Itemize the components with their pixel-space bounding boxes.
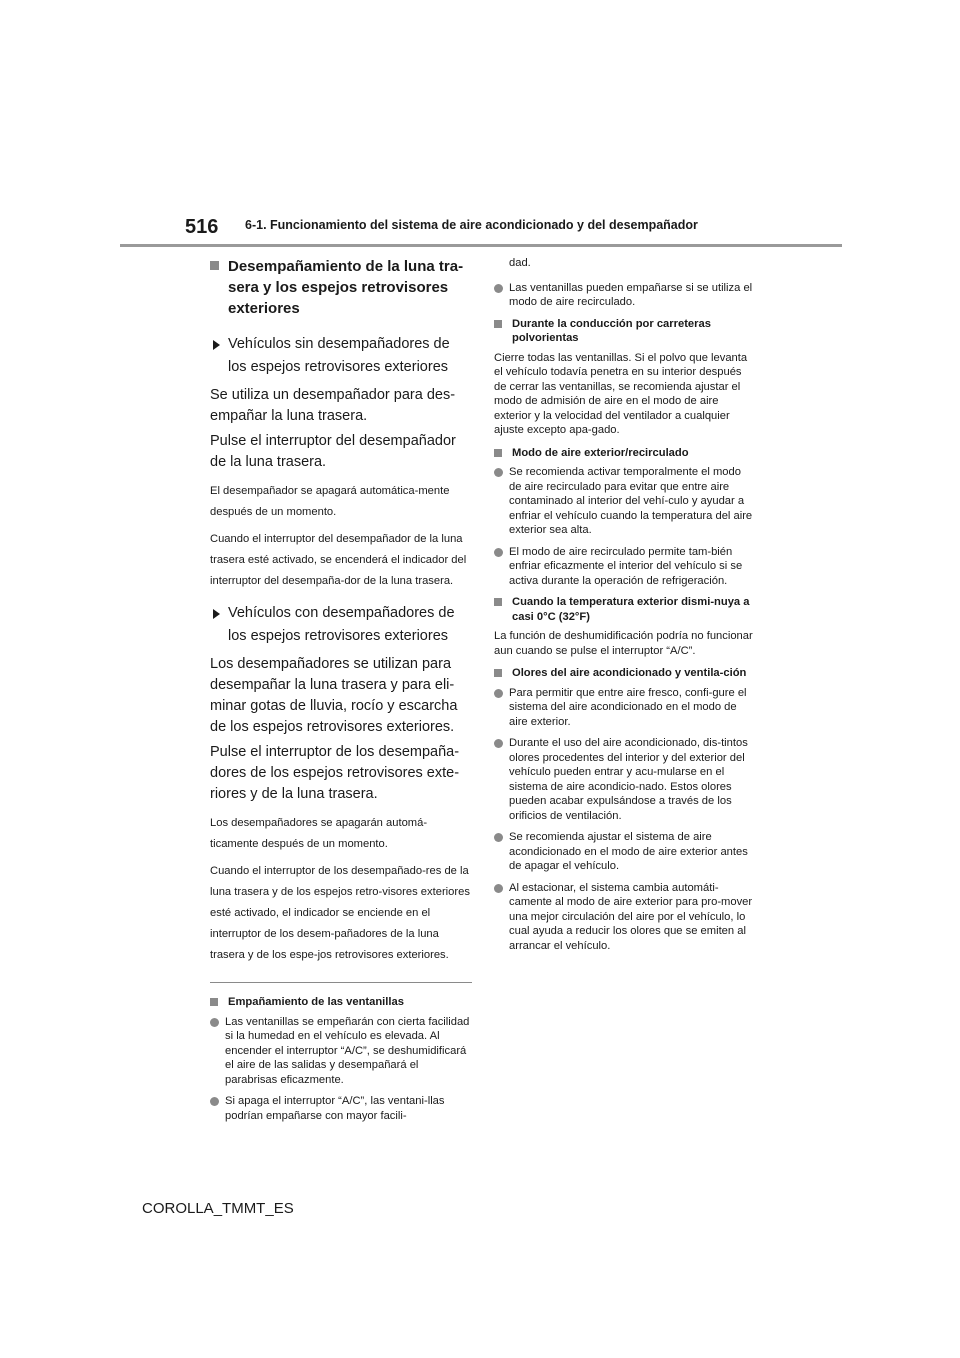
list-item: El modo de aire recirculado permite tam-bién enfriar eficazmente el interior del vehículo si se activa durante la operación de refrigeración. — [494, 545, 756, 589]
paragraph: Cierre todas las ventanillas. Si el polvo que levanta el vehículo todavía penetra en su interior después de cerrar las ventanillas, se recomienda ajustar el modo de admisión de aire en el modo de aire exterior y la velocidad del ventilador a cualquier ajuste excepto apa-gado. — [494, 351, 748, 436]
subsection-heading: Vehículos con desempañadores de los espejos retrovisores exteriores — [210, 602, 472, 648]
note: Los desempañadores se apagarán automá-ticamente después de un momento. — [210, 817, 428, 850]
paragraph: Los desempañadores se utilizan para desempañar la luna trasera y para eli-minar gotas de lluvia, rocío y escarcha de los espejos retrovisores exteriores. — [210, 656, 458, 735]
list-item: Durante el uso del aire acondicionado, dis-tintos olores procedentes del interior y del exterior del vehículo pueden entrar y acu-mularse en el sistema de aire acondicio-nado. Estos olores pueden acabar expulsándose a través de los orificios de ventilación. — [494, 736, 756, 823]
note: Cuando el interruptor del desempañador de la luna trasera esté activado, se encenderá el indicador del interruptor del desempaña-dor de la luna trasera. — [210, 533, 467, 587]
circle-bullet-icon — [494, 689, 503, 698]
continued-text: dad. — [509, 257, 531, 269]
square-bullet-icon — [494, 669, 502, 677]
paragraph: Pulse el interruptor de los desempaña-dores de los espejos retrovisores exte-riores y de la luna trasera. — [210, 744, 460, 802]
section-heading: Desempañamiento de la luna tra-sera y los espejos retrovisores exteriores — [210, 256, 472, 319]
square-bullet-icon — [210, 261, 219, 270]
page-number: 516 — [185, 216, 219, 238]
circle-bullet-icon — [210, 1097, 219, 1106]
note: Cuando el interruptor de los desempañado-res de la luna trasera y de los espejos retro-visores exteriores esté activado, el indicador se enciende en el interruptor de los desem-pañadores de la luna trasera y de los espe-jos retrovisores exteriores. — [210, 865, 470, 961]
right-column — [494, 256, 756, 960]
circle-bullet-icon — [494, 468, 503, 477]
paragraph: La función de deshumidificación podría no funcionar aun cuando se pulse el interruptor “A/C”. — [494, 630, 753, 657]
paragraph: Se utiliza un desempañador para des-empañar la luna trasera. — [210, 387, 456, 424]
info-heading: Modo de aire exterior/recirculado — [494, 446, 756, 461]
circle-bullet-icon — [494, 284, 503, 293]
list-item: Las ventanillas se empeñarán con cierta facilidad si la humedad en el vehículo es elevada. Al encender el interruptor “A/C”, se deshumidificará el aire de las salidas y desempañará el parabrisas eficazmente. — [210, 1015, 472, 1088]
list-item: Para permitir que entre aire fresco, confi-gure el sistema del aire acondicionado en el modo de aire exterior. — [494, 686, 756, 730]
circle-bullet-icon — [494, 739, 503, 748]
footer-label: COROLLA_TMMT_ES — [142, 1200, 294, 1217]
triangle-arrow-icon — [213, 609, 220, 619]
info-heading: Olores del aire acondicionado y ventila-ción — [494, 666, 756, 681]
circle-bullet-icon — [494, 833, 503, 842]
square-bullet-icon — [210, 998, 218, 1006]
info-heading: Durante la conducción por carreteras polvorientas — [494, 317, 756, 346]
info-heading: Cuando la temperatura exterior dismi-nuya a casi 0°C (32°F) — [494, 595, 756, 624]
info-heading: Empañamiento de las ventanillas — [210, 995, 472, 1010]
note: El desempañador se apagará automática-mente después de un momento. — [210, 485, 450, 518]
chapter-title: 6-1. Funcionamiento del sistema de aire acondicionado y del desempañador — [245, 218, 698, 232]
header-rule — [120, 244, 842, 247]
list-item: Al estacionar, el sistema cambia automáti-camente al modo de aire exterior para pro-mover una mejor circulación del aire por el vehículo, lo cual ayuda a reducir los olores que se emiten al arrancar el vehículo. — [494, 881, 756, 954]
square-bullet-icon — [494, 598, 502, 606]
square-bullet-icon — [494, 449, 502, 457]
list-item: Se recomienda activar temporalmente el modo de aire recirculado para evitar que entre aire contaminado al interior del vehí-culo y ayudar a enfriar el vehículo cuando la temperatura del aire exterior sea alta. — [494, 465, 756, 538]
section-divider — [210, 982, 472, 983]
paragraph: Pulse el interruptor del desempañador de la luna trasera. — [210, 433, 456, 470]
list-item: Las ventanillas pueden empañarse si se utiliza el modo de aire recirculado. — [494, 281, 756, 310]
list-item: Si apaga el interruptor “A/C”, las ventani-llas podrían empañarse con mayor facili- — [210, 1094, 472, 1123]
circle-bullet-icon — [210, 1018, 219, 1027]
circle-bullet-icon — [494, 548, 503, 557]
subsection-heading: Vehículos sin desempañadores de los espejos retrovisores exteriores — [210, 333, 472, 379]
left-column — [210, 256, 472, 1130]
circle-bullet-icon — [494, 884, 503, 893]
square-bullet-icon — [494, 320, 502, 328]
list-item: Se recomienda ajustar el sistema de aire acondicionado en el modo de aire exterior antes de apagar el vehículo. — [494, 830, 756, 874]
triangle-arrow-icon — [213, 340, 220, 350]
